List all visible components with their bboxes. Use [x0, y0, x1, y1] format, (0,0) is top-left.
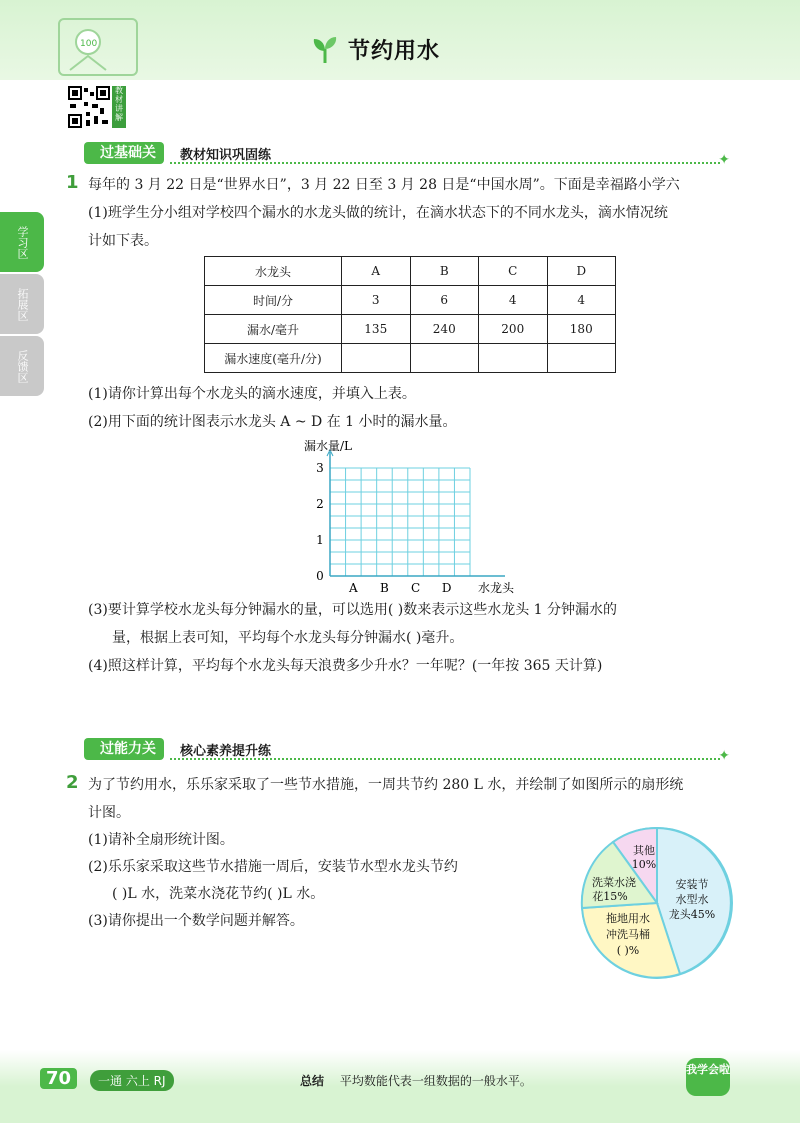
page-header — [0, 0, 800, 80]
sprout-icon — [310, 35, 340, 65]
section-basic-header — [70, 142, 730, 166]
answer-cell[interactable] — [479, 344, 548, 373]
table-cell: 漏水速度(毫升/分) — [205, 344, 342, 373]
x-tick-label: A — [348, 581, 358, 595]
table-cell: 3 — [342, 286, 411, 315]
answer-cell[interactable] — [342, 344, 411, 373]
q1-intro: 每年的 3 月 22 日是“世界水日”，3 月 22 日至 3 月 28 日是“中国水周”。下面是幸福路小学六 — [88, 177, 680, 193]
table-cell: 漏水/毫升 — [205, 315, 342, 344]
star-icon: ✦ — [718, 748, 730, 764]
learned-badge[interactable]: 我学会啦 — [686, 1058, 730, 1096]
x-tick-label: D — [441, 581, 452, 595]
table-cell: 6 — [410, 286, 479, 315]
y-axis-label: 漏水量/L — [304, 439, 353, 453]
question-number: 2 — [66, 772, 79, 793]
q2-sub1: (1)请补全扇形统计图。 — [88, 832, 234, 848]
table-cell: D — [547, 257, 616, 286]
divider — [170, 162, 720, 164]
water-saving-pie — [580, 826, 734, 980]
section-badge: 过基础关 — [84, 142, 164, 164]
x-tick-label: B — [380, 581, 389, 595]
q1-sub1: (1)请你计算出每个水龙头的滴水速度，并填入上表。 — [88, 386, 416, 402]
pie-label: 10% — [631, 858, 657, 871]
page-number: 70 — [40, 1068, 77, 1089]
table-cell: 135 — [342, 315, 411, 344]
table-cell: 240 — [410, 315, 479, 344]
pie-label: 花15% — [592, 890, 628, 903]
q1-sub2: (2)用下面的统计图表示水龙头 A ~ D 在 1 小时的漏水量。 — [88, 414, 457, 430]
q1-sub4: (4)照这样计算，平均每个水龙头每天浪费多少升水？一年呢？(一年按 365 天计算) — [88, 658, 603, 674]
pie-label: 安装节 — [675, 878, 709, 891]
table-row — [205, 315, 616, 344]
pie-label: ( )% — [616, 944, 640, 957]
table-row — [205, 344, 616, 373]
y-tick-label: 2 — [316, 497, 324, 511]
pie-label: 洗菜水浇 — [592, 876, 636, 889]
table-cell: B — [410, 257, 479, 286]
x-axis-label: 水龙头 — [478, 581, 515, 595]
y-tick-label: 1 — [316, 533, 324, 547]
section-badge: 过能力关 — [84, 738, 164, 760]
brand-label: 一通 六上 RJ — [90, 1070, 174, 1091]
question-number: 1 — [66, 172, 79, 193]
x-tick-label: C — [410, 581, 421, 595]
side-tab-extend[interactable]: 拓展区 — [0, 274, 44, 334]
table-row — [205, 286, 616, 315]
page-title: 节约用水 — [348, 39, 441, 64]
q2-intro-line2: 计图。 — [88, 805, 130, 821]
qr-code-icon[interactable] — [68, 86, 110, 128]
q1-sub3a: (3)要计算学校水龙头每分钟漏水的量，可以选用( )数来表示这些水龙头 1 分钟漏水的 — [88, 602, 618, 618]
side-tabs — [0, 212, 44, 398]
table-row — [205, 257, 616, 286]
title-group — [310, 34, 440, 65]
q2-intro: 为了节约用水，乐乐家采取了一些节水措施，一周共节约 280 L 水，并绘制了如图所示的扇形统 — [88, 777, 684, 793]
section-subtitle: 核心素养提升练 — [180, 744, 272, 759]
y-tick-label: 3 — [316, 461, 324, 475]
table-cell: 180 — [547, 315, 616, 344]
star-icon: ✦ — [718, 152, 730, 168]
pie-label: 拖地用水 — [606, 912, 650, 925]
svg-text:100: 100 — [80, 39, 98, 49]
qr-tag: 教材讲解 — [112, 86, 126, 128]
summary-label: 总结 — [300, 1074, 325, 1088]
y-tick-label: 0 — [316, 569, 324, 583]
q1-intro-line2: (1)班学生分小组对学校四个漏水的水龙头做的统计，在滴水状态下的不同水龙头，滴水情况统 — [88, 205, 668, 221]
pie-label: 冲洗马桶 — [606, 928, 650, 941]
q2-sub2b: ( )L 水，洗菜水浇花节约( )L 水。 — [112, 886, 325, 902]
q1-sub3b: 量，根据上表可知，平均每个水龙头每分钟漏水( )毫升。 — [112, 630, 464, 646]
table-cell: 时间/分 — [205, 286, 342, 315]
table-cell: 4 — [479, 286, 548, 315]
page-footer — [0, 1050, 800, 1123]
side-tab-study[interactable]: 学习区 — [0, 212, 44, 272]
table-cell: 200 — [479, 315, 548, 344]
pie-label: 水型水 — [675, 893, 709, 906]
table-cell: 水龙头 — [205, 257, 342, 286]
mascot-logo — [58, 18, 138, 76]
leak-table — [204, 256, 616, 373]
table-cell: C — [479, 257, 548, 286]
summary-text: 平均数能代表一组数据的一般水平。 — [339, 1074, 532, 1088]
table-cell: A — [342, 257, 411, 286]
q2-sub2a: (2)乐乐家采取这些节水措施一周后，安装节水型水龙头节约 — [88, 859, 458, 875]
q1-intro-line3: 计如下表。 — [88, 233, 158, 249]
pie-label: 龙头45% — [668, 908, 716, 921]
answer-cell[interactable] — [547, 344, 616, 373]
answer-cell[interactable] — [410, 344, 479, 373]
table-cell: 4 — [547, 286, 616, 315]
leak-chart[interactable] — [300, 436, 540, 596]
pie-label: 其他 — [633, 844, 655, 857]
divider — [170, 758, 720, 760]
q2-sub3: (3)请你提出一个数学问题并解答。 — [88, 913, 304, 929]
section-subtitle: 教材知识巩固练 — [180, 148, 272, 163]
side-tab-feedback[interactable]: 反馈区 — [0, 336, 44, 396]
section-ability-header — [70, 738, 730, 762]
summary — [300, 1072, 532, 1089]
